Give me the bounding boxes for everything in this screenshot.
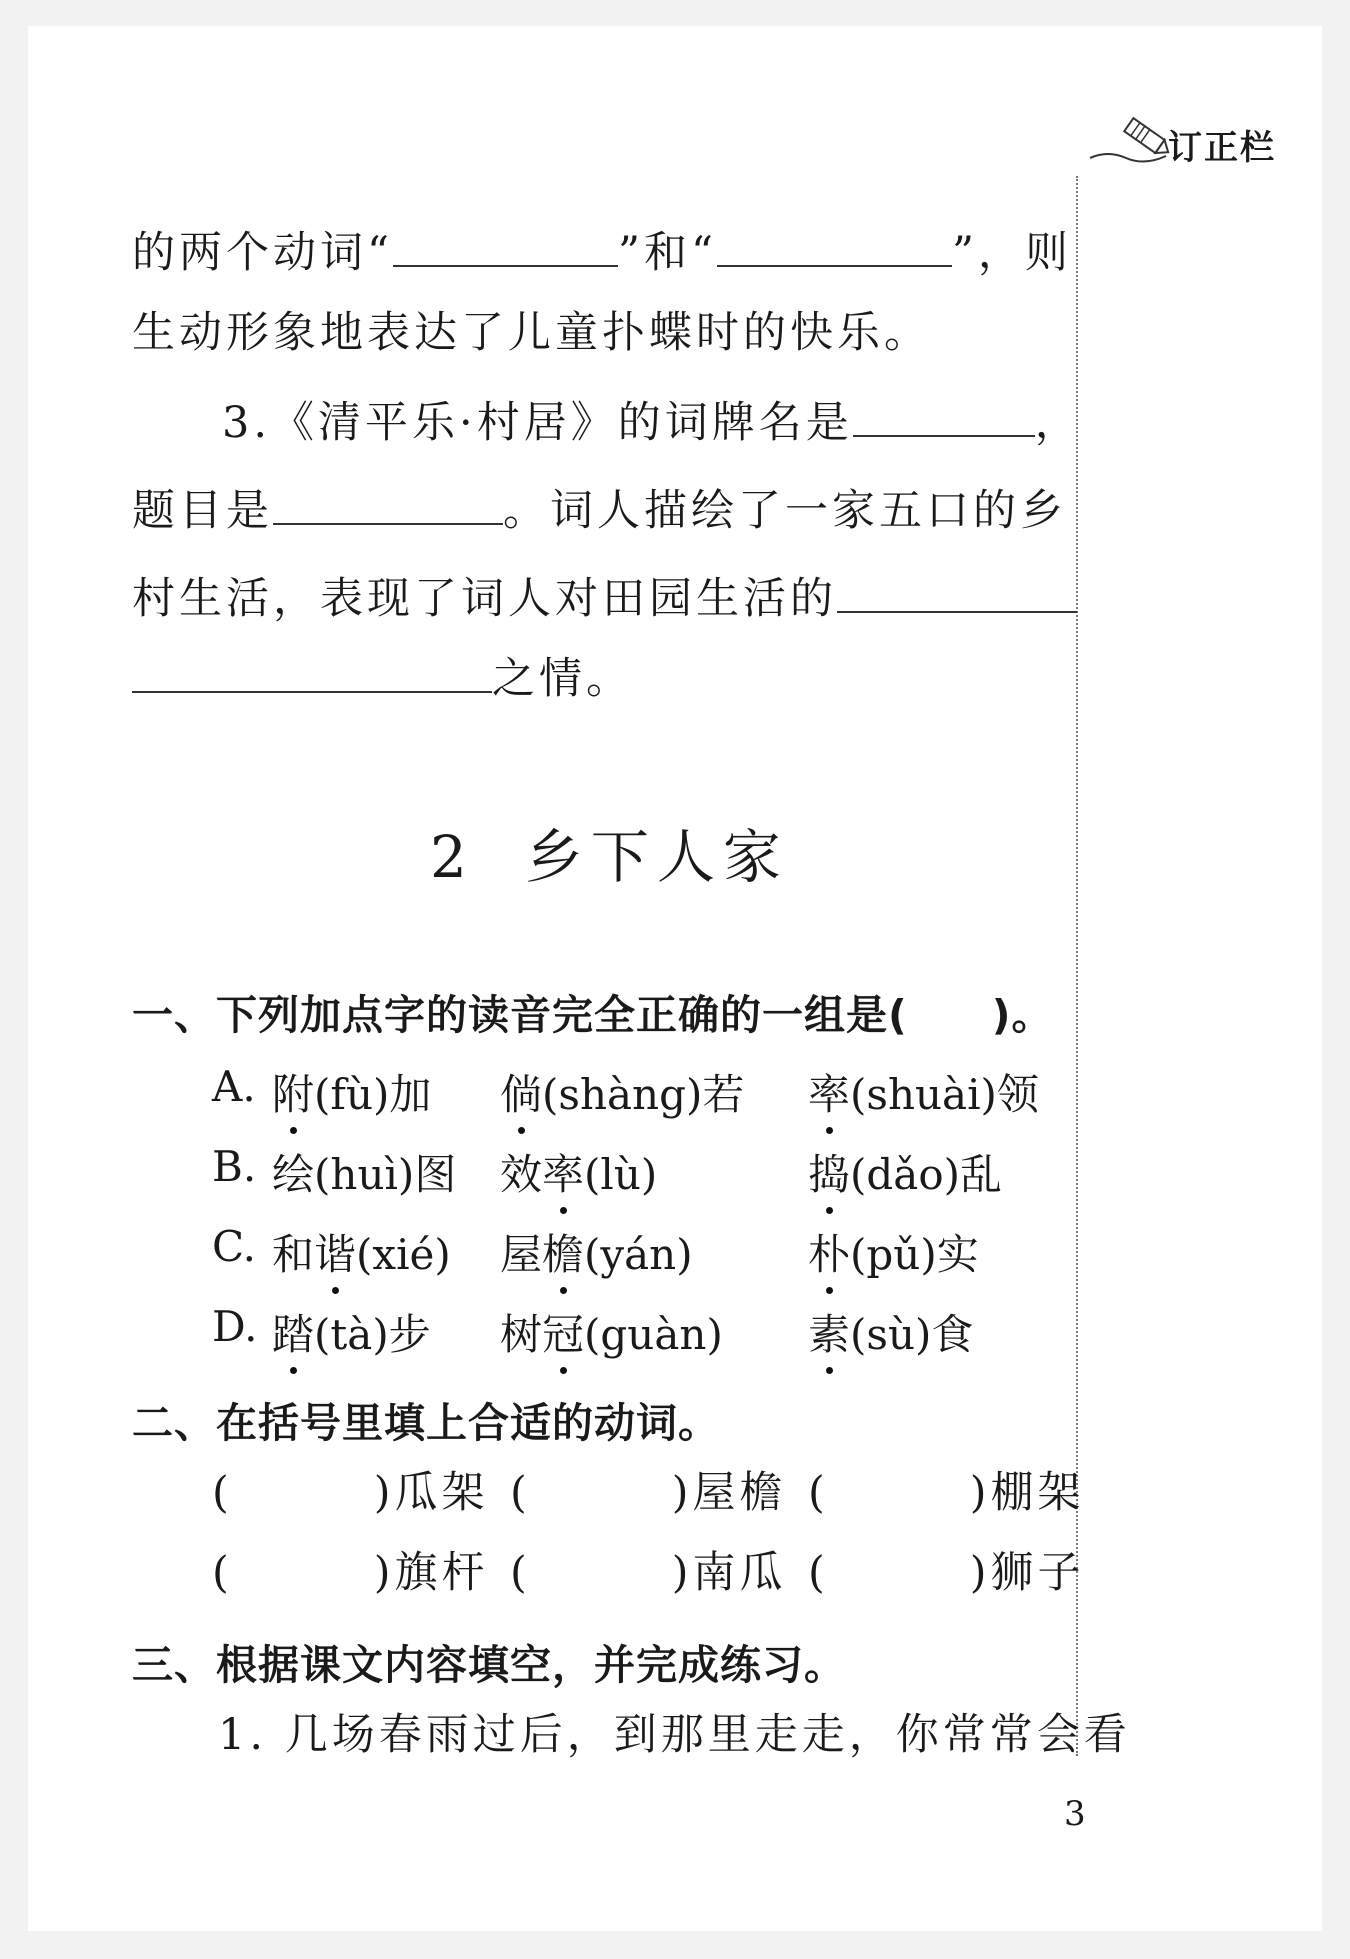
dotted-char: 檐 (542, 1222, 584, 1282)
continuation-line-1 (132, 228, 1072, 278)
q3-line-4 (132, 654, 633, 704)
answer-blank[interactable] (273, 522, 503, 525)
section-1-title: 一、下列加点字的读音完全正确的一组是( )。 (132, 991, 1054, 1039)
q3-line-3 (132, 574, 1077, 624)
option-item (500, 1062, 744, 1122)
option-item (808, 1062, 1039, 1122)
correction-header (1088, 116, 1308, 176)
verb-row-2 (510, 1548, 787, 1598)
lesson-heading (430, 810, 789, 894)
pinyin-text: (dǎo)乱 (850, 1150, 1002, 1199)
answer-blank[interactable] (717, 264, 952, 267)
char: 树 (500, 1310, 543, 1359)
option-label[interactable]: C. (212, 1222, 256, 1271)
pinyin-text: (fù)加 (314, 1070, 432, 1119)
option-item (808, 1302, 973, 1362)
pinyin-text: (guàn) (584, 1310, 723, 1359)
dotted-char: 冠 (542, 1302, 584, 1362)
text: ”和“ (617, 228, 717, 278)
dotted-char: 率 (808, 1062, 850, 1122)
text: ”，则 (951, 228, 1072, 278)
lesson-number: 2 (430, 823, 475, 891)
pinyin-text: (sù)食 (850, 1310, 974, 1359)
continuation-line-2: 生动形象地表达了儿童扑蝶时的快乐。 (132, 308, 931, 358)
section-3-title: 三、根据课文内容填空，并完成练习。 (132, 1641, 846, 1689)
option-label[interactable]: B. (212, 1142, 257, 1191)
char: 和 (272, 1230, 315, 1279)
dotted-char: 谐 (314, 1222, 356, 1282)
option-item (272, 1062, 431, 1122)
text: 村生活，表现了词人对田园生活的 (132, 574, 837, 624)
verb-row-1 (510, 1468, 787, 1518)
text: 题目是 (132, 486, 273, 536)
pinyin-text: (yán) (584, 1230, 693, 1279)
text: 。词人描绘了一家五口的乡 (503, 486, 1067, 536)
verb-blank-item[interactable]: ( )狮子 (808, 1548, 1085, 1598)
verb-blank-item[interactable]: ( )棚架 (808, 1468, 1085, 1518)
pinyin-text: (shuài)领 (850, 1070, 1039, 1119)
verb-row-1 (212, 1468, 489, 1518)
verb-row-2 (212, 1548, 489, 1598)
verb-row-1 (808, 1468, 1085, 1518)
answer-blank[interactable] (853, 434, 1035, 437)
q3-line-1 (222, 398, 1082, 448)
verb-row-2 (808, 1548, 1085, 1598)
pinyin-text: (shàng)若 (542, 1070, 745, 1119)
option-label[interactable]: D. (212, 1302, 258, 1351)
verb-blank-item[interactable]: ( )旗杆 (212, 1548, 489, 1598)
option-item (500, 1222, 693, 1282)
answer-blank[interactable] (837, 610, 1077, 613)
char: 效 (500, 1150, 543, 1199)
q3-line-2 (132, 486, 1067, 536)
dotted-char: 率 (542, 1142, 584, 1202)
pinyin-text: (xié) (356, 1230, 451, 1279)
text: 之情。 (492, 654, 633, 704)
dotted-char: 素 (808, 1302, 850, 1362)
option-item (272, 1302, 431, 1362)
option-item (808, 1142, 1002, 1202)
option-label[interactable]: A. (212, 1062, 256, 1111)
verb-blank-item[interactable]: ( )屋檐 (510, 1468, 787, 1518)
dotted-char: 捣 (808, 1142, 850, 1202)
dotted-char: 附 (272, 1062, 314, 1122)
pencil-icon (1088, 116, 1178, 166)
lesson-title: 乡下人家 (524, 823, 789, 891)
answer-blank[interactable] (393, 264, 618, 267)
text: ， (1034, 398, 1082, 448)
char: 绘 (272, 1150, 315, 1199)
correction-label: 订正栏 (1168, 128, 1276, 168)
option-item (500, 1142, 657, 1202)
answer-blank[interactable] (132, 690, 492, 693)
pinyin-text: (lù) (584, 1150, 658, 1199)
pinyin-text: (huì)图 (314, 1150, 457, 1199)
dotted-char: 朴 (808, 1222, 850, 1282)
dotted-char: 踏 (272, 1302, 314, 1362)
char: 屋 (500, 1230, 543, 1279)
section-3-q1: 1. 几场春雨过后，到那里走走，你常常会看 (218, 1710, 1131, 1760)
pinyin-text: (tà)步 (314, 1310, 431, 1359)
text: 3.《清平乐·村居》的词牌名是 (222, 398, 853, 448)
option-item (500, 1302, 723, 1362)
option-item (808, 1222, 979, 1282)
text: 的两个动词“ (132, 228, 393, 278)
option-item (272, 1222, 451, 1282)
option-item (272, 1142, 456, 1202)
page-number: 3 (1064, 1794, 1086, 1834)
verb-blank-item[interactable]: ( )南瓜 (510, 1548, 787, 1598)
pinyin-text: (pǔ)实 (850, 1230, 979, 1279)
verb-blank-item[interactable]: ( )瓜架 (212, 1468, 489, 1518)
dotted-char: 倘 (500, 1062, 542, 1122)
section-2-title: 二、在括号里填上合适的动词。 (132, 1399, 720, 1447)
